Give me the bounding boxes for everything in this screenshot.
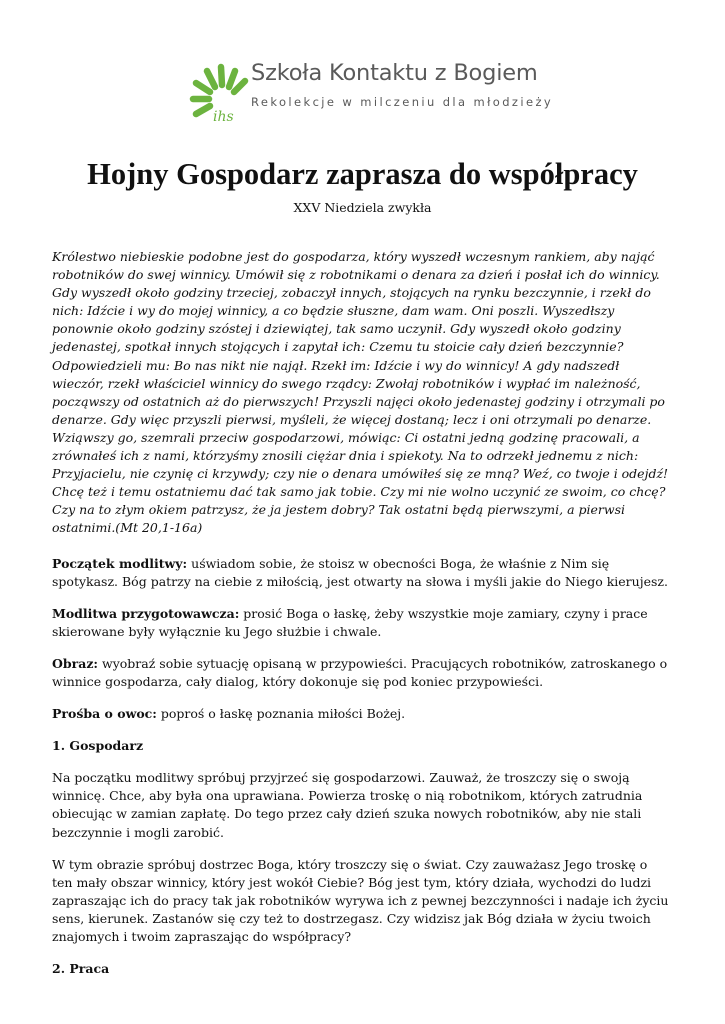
section-text: prosić Boga o łaskę, żeby wszystkie moje zamiary, czyny i prace skierowane były wyłącznie ku Jego służbie i chwale. [52, 605, 648, 639]
section-text: poproś o łaskę poznania miłości Bożej. [156, 706, 406, 722]
heading-praca: 2. Praca [52, 961, 110, 977]
page-subtitle: XXV Niedziela zwykła [293, 200, 432, 215]
page-title: Hojny Gospodarz zaprasza do współpracy [87, 157, 638, 191]
logo-subtitle: Rekolekcje w milczeniu dla młodzieży [251, 95, 554, 109]
scripture-quote: Królestwo niebieskie podobne jest do gospodarza, który wyszedł wczesnym rankiem, aby nająć robotników do swej winnicy. Umówił się z robotnikami o denara za dzień i posłał ich do winnicy. Gdy wyszedł około godziny trzeciej, zobaczył innych, stojących na rynku bezczynnie, i rzekł do nich: Idźcie i wy do mojej winnicy, a co będzie słuszne, dam wam. Oni poszli. Wyszedłszy ponownie około godziny szóstej i dziewiątej, tak samo uczynił. Gdy wyszedł około godziny jedenastej, spotkał innych stojących i zapytał ich: Czemu tu stoicie cały dzień bezczynnie? Odpowiedzieli mu: Bo nas nikt nie najął. Rzekł im: Idźcie i wy do winnicy! A gdy nadszedł wieczór, rzekł właściciel winnicy do swego rządcy: Zwołaj robotników i wypłać im należność, począwszy od ostatnich aż do pierwszych! Przyszli najęci około jedenastej godziny i otrzymali po denarze. Gdy więc przyszli pierwsi, myśleli, że więcej dostaną; lecz i oni otrzymali po denarze. Wziąwszy go, szemrali przeciw gospodarzowi, mówiąc: Ci ostatni jedną godzinę pracowali, a zrównałeś ich z nami, którzyśmy znosili ciężar dnia i spiekoty. Na to odrzekł jednemu z nich: Przyjacielu, nie czynię ci krzywdy; czy nie o denara umówiłeś się ze mną? Weź, co twoje i odejdź! Chcę też i temu ostatniemu dać tak samo jak tobie. Czy mi nie wolno uczynić ze swoim, co chcę? Czy na to złym okiem patrzysz, że ja jestem dobry? Tak ostatni będą pierwszymi, a pierwsi ostatnimi.(Mt 20,1-16a) [52, 249, 669, 536]
section-text: uświadom sobie, że stoisz w obecności Boga, że właśnie z Nim się spotykasz. Bóg patrzy na ciebie z miłością, jest otwarty na słowa i myśli jakie do Niego kierujesz. [52, 555, 668, 589]
section-preparatory-prayer [52, 605, 670, 641]
section-label: Prośba o owoc: [52, 706, 157, 722]
content [52, 248, 670, 992]
logo-title: Szkoła Kontaktu z Bogiem [251, 60, 538, 86]
section-request [52, 705, 670, 723]
section-label: Modlitwa przygotowawcza: [52, 605, 240, 621]
logo [183, 55, 554, 127]
section-start-prayer [52, 555, 670, 591]
section-label: Początek modlitwy: [52, 555, 188, 571]
paragraph-2: W tym obrazie spróbuj dostrzec Boga, który troszczy się o świat. Czy zauważasz Jego troskę o ten mały obszar winnicy, który jest wokół Ciebie? Bóg jest tym, który działa, wychodzi do ludzi zapraszając ich do pracy tak jak robotników wyrywa ich z pewnej bezczynności i nadaje ich życiu sens, kierunek. Zastanów się czy też to dostrzegasz. Czy widzisz jak Bóg działa w życiu twoich znajomych i twoim zapraszając do współpracy? [52, 856, 669, 944]
paragraph-1: Na początku modlitwy spróbuj przyjrzeć się gospodarzowi. Zauważ, że troszczy się o swoją winnicę. Chce, aby była ona uprawiana. Powierza troskę o nią robotnikom, których zatrudnia obiecując w zamian zapłatę. Do tego przez cały dzień szuka nowych robotników, aby nie stali bezczynnie i mogli zarobić. [52, 770, 643, 840]
heading-gospodarz: 1. Gospodarz [52, 738, 144, 754]
section-image [52, 655, 670, 691]
sunburst-logo-icon [183, 59, 253, 129]
section-text: wyobraź sobie sytuację opisaną w przypowieści. Pracujących robotników, zatroskanego o winnice gospodarza, cały dialog, który dokonuje się pod koniec przypowieści. [52, 655, 668, 689]
logo-mark-text: ihs [213, 109, 234, 125]
section-label: Obraz: [52, 655, 99, 671]
